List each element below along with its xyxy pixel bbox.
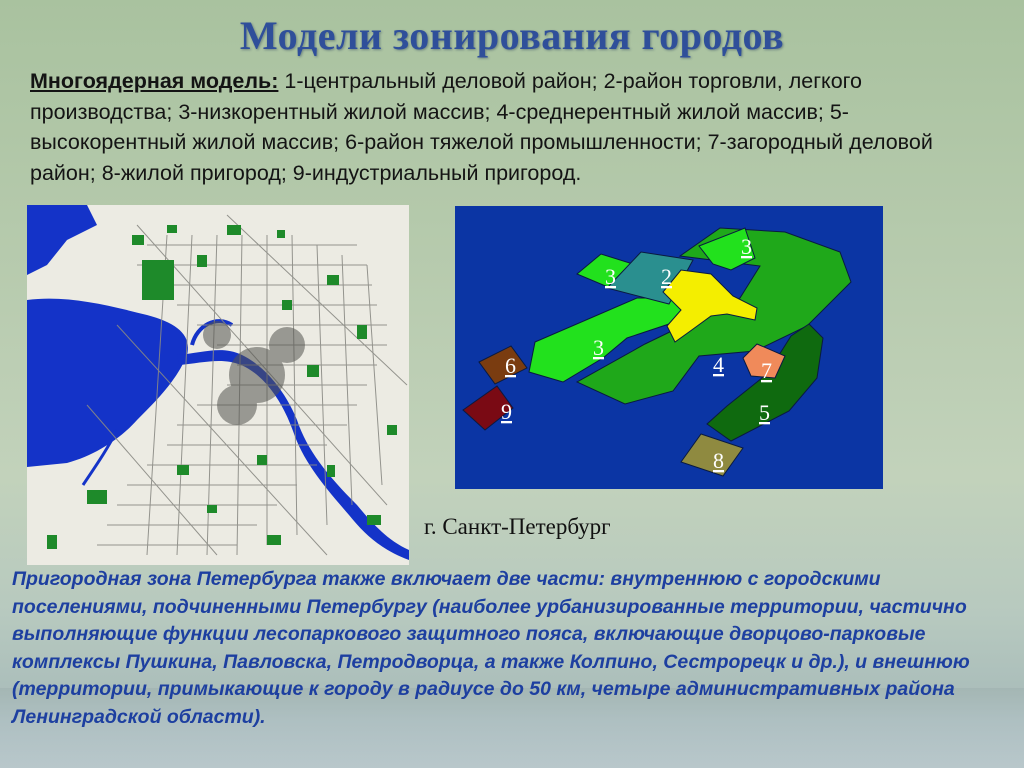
- zoning-schema: [455, 206, 883, 489]
- model-description: [30, 66, 990, 188]
- page-title: Модели зонирования городов: [239, 13, 785, 58]
- zone-label-6: 6: [505, 353, 516, 378]
- city-map-image: [27, 205, 409, 565]
- zone-label-4: 4: [713, 352, 724, 377]
- model-zones-list: 1-центральный деловой район; 2-район торговли, легкого производства; 3-низкорентный жилой массив; 4-среднерентный жилой массив; 5-высокорентный жилой массив; 6-район тяжелой промышленности; 7-загородный деловой район; 8-жилой пригород; 9-индустриальный пригород.: [30, 69, 933, 185]
- city-map-drawing: [27, 205, 409, 565]
- zone-label-3-west: 3: [593, 335, 604, 360]
- zone-label-7: 7: [761, 358, 772, 383]
- zone-label-8: 8: [713, 448, 724, 473]
- zone-label-5: 5: [759, 400, 770, 425]
- suburban-zone-description: Пригородная зона Петербурга также включает две части: внутреннюю с городскими поселениями, подчиненными Петербургу (наиболее урбанизированные территории, частично выполняющие функции лесопаркового защитного пояса, включающие дворцово-парковые комплексы Пушкина, Павловска, Петродворца, а также Колпино, Сестрорецк и др.), и внешнюю (территории, примыкающие к городу в радиусе до 50 км, четыре административных района Ленинградской области).: [12, 568, 970, 728]
- zone-label-3-north-west: 3: [605, 264, 616, 289]
- zone-label-2: 2: [661, 264, 672, 289]
- zone-label-9: 9: [501, 399, 512, 424]
- zoning-schema-drawing: [455, 206, 883, 489]
- map-caption: г. Санкт-Петербург: [424, 514, 611, 539]
- zone-label-3-north-east: 3: [741, 234, 752, 259]
- model-name: Многоядерная модель:: [30, 69, 279, 93]
